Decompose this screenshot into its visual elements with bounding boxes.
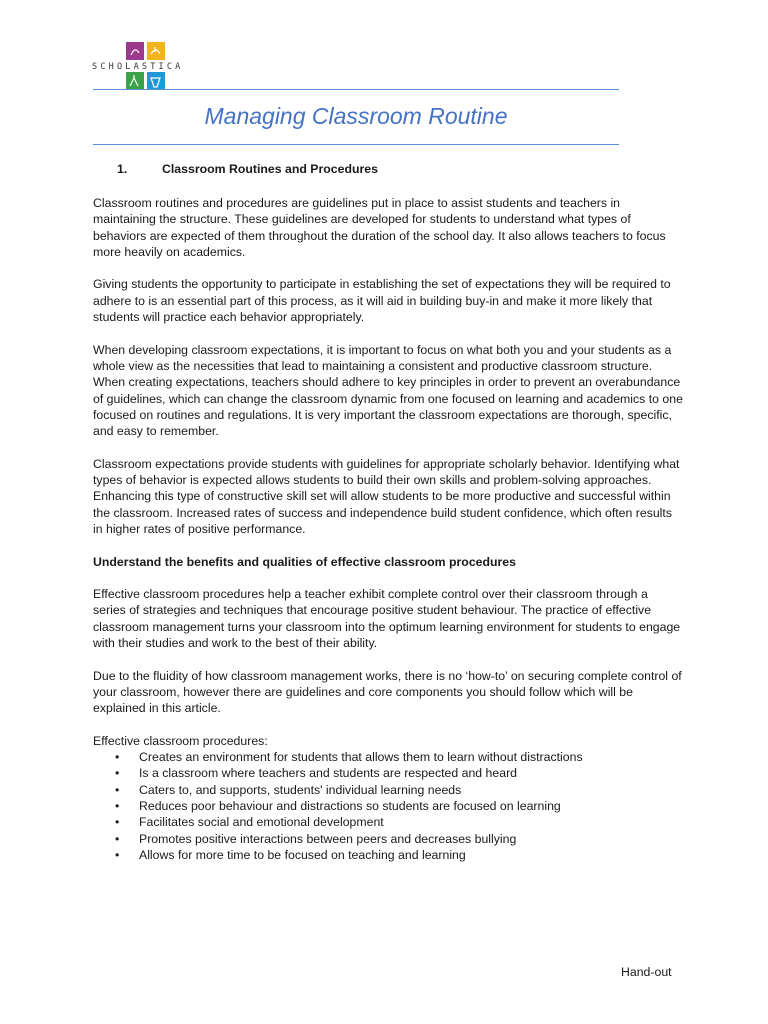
scholastica-logo	[92, 42, 208, 92]
list-item: • Facilitates social and emotional development	[93, 814, 683, 830]
list-item: • Promotes positive interactions between peers and decreases bullying	[93, 831, 683, 847]
section-title: Classroom Routines and Procedures	[162, 162, 378, 176]
bullet-list	[93, 749, 683, 863]
logo-square-purple	[126, 42, 144, 60]
list-item: • Reduces poor behaviour and distractions so students are focused on learning	[93, 798, 683, 814]
logo-wordmark: SCHOLASTICA	[92, 62, 184, 72]
section-heading	[117, 162, 378, 176]
logo-square-yellow	[147, 42, 165, 60]
list-intro: Effective classroom procedures:	[93, 733, 268, 748]
paragraph: When developing classroom expectations, it is important to focus on what both you and your students as a whole view as the necessities that lead to maintaining a consistent and productive classroom structure. When creating expectations, teachers should adhere to key principles in order to prevent an overabundance of guidelines, which can change the classroom dynamic from one focused on learning and academics to one focused on routines and regulations. It is very important the classroom expectations are thorough, specific, and easy to remember.	[93, 342, 683, 439]
document-body	[93, 195, 683, 863]
paragraph: Giving students the opportunity to participate in establishing the set of expectations they will be required to adhere to is an essential part of this process, as it will aid in building buy-in and make it more likely that students will practice each behavior appropriately.	[93, 277, 671, 325]
header-rule-top	[93, 89, 619, 90]
paragraph: Effective classroom procedures help a teacher exhibit complete control over their classroom through a series of strategies and techniques that encourage positive student behaviour. The practice of effective classroom management turns your classroom into the optimum learning environment for students to engage with their studies and work to the best of their ability.	[93, 587, 681, 651]
footer-label: Hand-out	[621, 965, 672, 979]
paragraph: Classroom expectations provide students with guidelines for appropriate scholarly behavior. Identifying what types of behavior is expected allows students to build their own skills and problem-solving approaches. Enhancing this type of constructive skill set will allow students to be more productive and successful within the classroom. Increased rates of success and independence build student confidence, which often results in higher rates of positive performance.	[93, 456, 680, 536]
list-item: • Creates an environment for students that allows them to learn without distractions	[93, 749, 683, 765]
list-item: • Caters to, and supports, students' individual learning needs	[93, 782, 683, 798]
list-item: • Is a classroom where teachers and students are respected and heard	[93, 765, 683, 781]
subheading: Understand the benefits and qualities of effective classroom procedures	[93, 554, 516, 569]
section-number: 1.	[117, 162, 128, 176]
list-item: • Allows for more time to be focused on teaching and learning	[93, 847, 683, 863]
paragraph: Classroom routines and procedures are guidelines put in place to assist students and teachers in maintaining the structure. These guidelines are developed for students to understand what types of behaviors are expected of them throughout the duration of the school day. It also allows teachers to focus more heavily on academics.	[93, 196, 666, 259]
page-title: Managing Classroom Routine	[204, 103, 508, 129]
header-rule-bottom	[93, 144, 619, 145]
paragraph: Due to the fluidity of how classroom management works, there is no ‘how-to’ on securing complete control of your classroom, however there are guidelines and core components you should follow which will be explained in this article.	[93, 668, 682, 716]
